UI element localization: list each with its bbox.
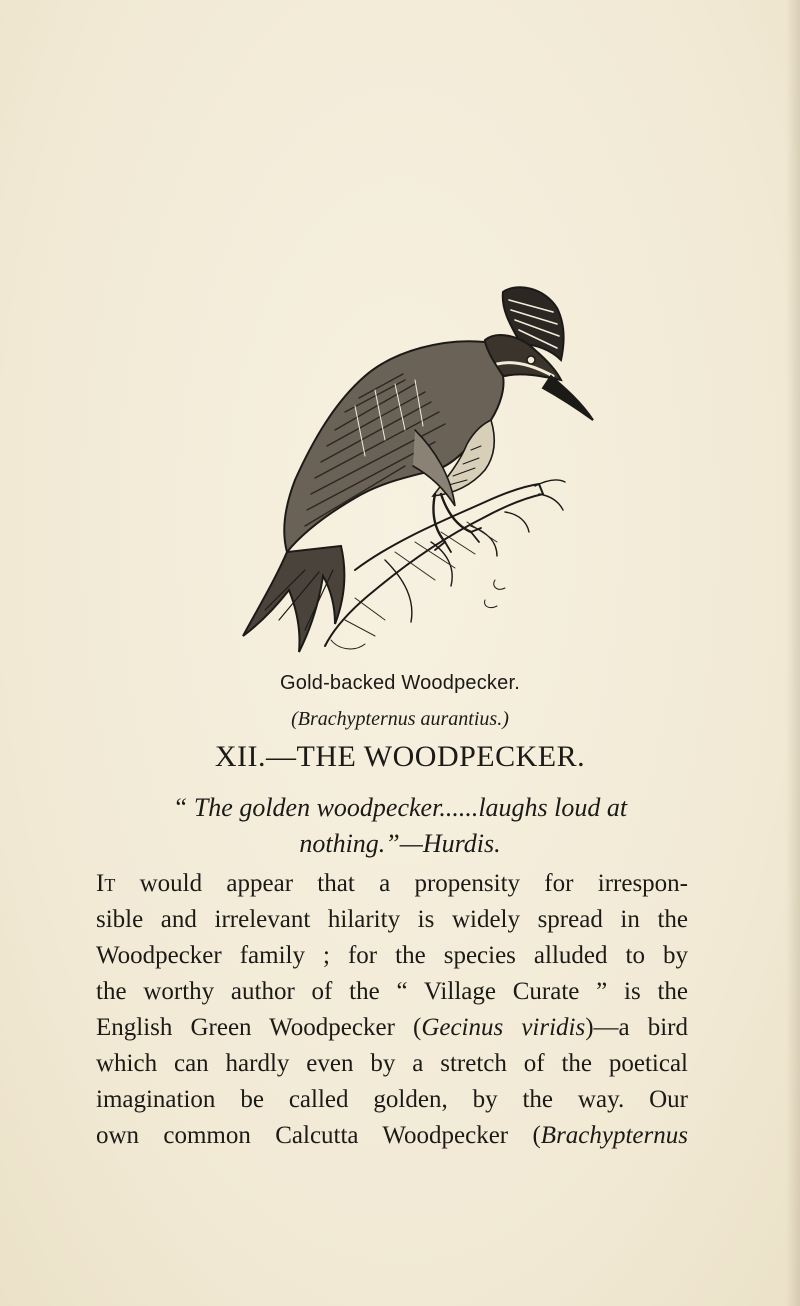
drop-word: It — [96, 870, 116, 897]
body-line-3: Woodpecker family ; for the species alluded to by — [96, 942, 688, 969]
figure-caption: Gold-backed Woodpecker. — [280, 672, 520, 694]
figure-latin-name: (Brachypternus aurantius.) — [291, 708, 509, 730]
body-line-8a: own common Calcutta Woodpecker ( — [96, 1122, 541, 1149]
body-line-6: which can hardly even by a stretch of the poetical — [96, 1050, 688, 1077]
body-line-1 — [96, 866, 688, 902]
body-line-2: sible and irrelevant hilarity is widely spread in the — [96, 906, 688, 933]
body-line-4: the worthy author of the “ Village Curate ” is the — [96, 978, 688, 1005]
body-line-1-text: would appear that a propensity for irrespon- — [115, 870, 688, 897]
chapter-heading: XII.—THE WOODPECKER. — [214, 740, 586, 773]
body-line-7: imagination be called golden, by the way. Our — [96, 1086, 688, 1113]
body-line-5 — [96, 1010, 688, 1046]
body-line-5-species: Gecinus viridis — [421, 1014, 586, 1041]
body-line-5b: )—a bird — [585, 1014, 688, 1041]
body-line-8 — [96, 1118, 688, 1154]
epigraph-line-1: “ The golden woodpecker......laughs loud at — [172, 793, 628, 822]
body-line-5a: English Green Woodpecker ( — [96, 1014, 422, 1041]
body-line-8-species: Brachypternus — [540, 1122, 688, 1149]
page-edge-shadow — [786, 0, 800, 1306]
woodpecker-engraving-icon — [235, 280, 605, 665]
epigraph-line-2: nothing.”—Hurdis. — [299, 829, 501, 858]
